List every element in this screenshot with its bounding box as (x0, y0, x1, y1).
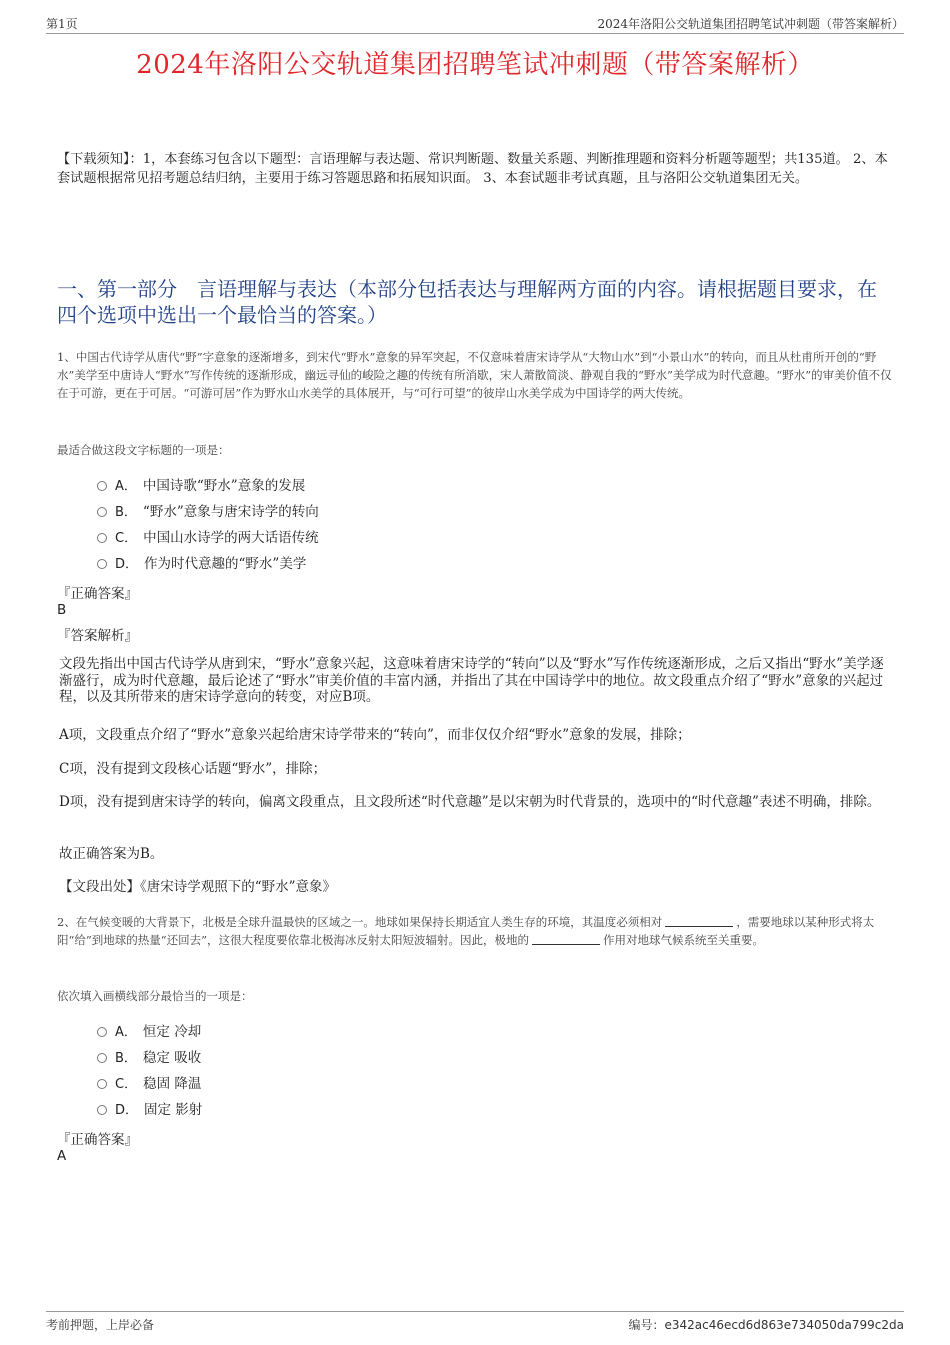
question-2-text: 2、在气候变暖的大背景下，北极是全球升温最快的区域之一。地球如果保持长期适宜人类生存的环境，其温度必须相对 ，需要地球以某种形式将太阳“给”到地球的热量“还回去”，这很大程度要依靠北极海冰反射太阳短波辐射。因此，极地的 作用对地球气候系统至关重要。 (57, 915, 875, 947)
q1-source: 【文段出处】《唐宋诗学观照下的“野水”意象》 (59, 879, 337, 895)
page-header (46, 13, 904, 34)
footer-code: 编号：e342ac46ecd6d863e734050da799c2da (628, 1318, 904, 1332)
radio-icon[interactable] (97, 1053, 107, 1063)
fill-blank-2 (532, 932, 600, 945)
radio-icon[interactable] (97, 1027, 107, 1037)
page-number: 第1页 (46, 17, 78, 31)
q2-option-c[interactable]: C． 稳固 降温 (97, 1074, 201, 1094)
q1-option-c[interactable]: C． 中国山水诗学的两大话语传统 (97, 528, 319, 548)
q1-analysis-label: 『答案解析』 (57, 628, 138, 644)
q1-answer-label: 『正确答案』 (57, 586, 138, 602)
q1-answer: B (57, 602, 67, 618)
question-1-text: 1、中国古代诗学从唐代“野”字意象的逐渐增多，到宋代“野水”意象的异军突起，不仅意味着唐宋诗学从“大物山水”到“小景山水”的转向，而且从杜甫所开创的“野水”美学至中唐诗人“野水”写作传统的逐渐形成，幽远寻仙的峻险之趣的传统有所消歇，宋人萧散简淡、静观自我的“野水”美学成为时代意趣。“野水”的审美价值不仅在于可游，更在于可居。“可游可居”作为野水山水美学的具体展开，与“可行可望”的彼岸山水美学成为中国诗学的两大传统。 (57, 350, 892, 400)
radio-icon[interactable] (97, 533, 107, 543)
q1-analysis-paragraph: 文段先指出中国古代诗学从唐到宋，“野水”意象兴起，这意味着唐宋诗学的“转向”以及“野水”写作传统逐渐形成，之后又指出“野水”美学逐渐盛行，成为时代意趣，最后论述了“野水”审美价值的丰富内涵，并指出了其在中国诗学中的地位。故文段重点介绍了“野水”意象的兴起过程，以及其所带来的唐宋诗学意向的转变，对应B项。 (59, 656, 884, 705)
q1-option-a[interactable]: A． 中国诗歌“野水”意象的发展 (97, 476, 305, 496)
q2-answer: A (57, 1148, 67, 1164)
page-footer (46, 1311, 904, 1332)
footer-slogan: 考前押题，上岸必备 (46, 1318, 155, 1332)
radio-icon[interactable] (97, 559, 107, 569)
radio-icon[interactable] (97, 481, 107, 491)
question-1-prompt: 最适合做这段文字标题的一项是： (57, 443, 230, 457)
radio-icon[interactable] (97, 1105, 107, 1115)
radio-icon[interactable] (97, 507, 107, 517)
q1-analysis-conclusion: 故正确答案为B。 (59, 846, 164, 862)
question-2-prompt: 依次填入画横线部分最恰当的一项是： (57, 989, 253, 1003)
section-title: 一、第一部分 言语理解与表达（本部分包括表达与理解两方面的内容。请根据题目要求，在四个选项中选出一个最恰当的答案。） (57, 277, 877, 327)
q2-option-a[interactable]: A． 恒定 冷却 (97, 1022, 201, 1042)
q1-analysis-a: A项，文段重点介绍了“野水”意象兴起给唐宋诗学带来的“转向”，而非仅仅介绍“野水”意象的发展，排除； (59, 727, 691, 743)
radio-icon[interactable] (97, 1079, 107, 1089)
fill-blank-1 (665, 914, 733, 927)
document-title: 2024年洛阳公交轨道集团招聘笔试冲刺题（带答案解析） (136, 50, 814, 80)
download-notice: 【下载须知】：1，本套练习包含以下题型：言语理解与表达题、常识判断题、数量关系题、判断推理题和资料分析题等题型；共135道。 2、本套试题根据常见招考题总结归纳，主要用于练习答题思路和拓展知识面。 3、本套试题非考试真题，且与洛阳公交轨道集团无关。 (57, 152, 888, 186)
q1-option-d[interactable]: D． 作为时代意趣的“野水”美学 (97, 554, 306, 574)
q1-analysis-d: D项，没有提到唐宋诗学的转向，偏离文段重点，且文段所述“时代意趣”是以宋朝为时代背景的，选项中的“时代意趣”表述不明确，排除。 (59, 794, 881, 810)
header-doc-title: 2024年洛阳公交轨道集团招聘笔试冲刺题（带答案解析） (597, 17, 904, 31)
q2-option-d[interactable]: D． 固定 影射 (97, 1100, 202, 1120)
q2-option-b[interactable]: B． 稳定 吸收 (97, 1048, 201, 1068)
q2-answer-label: 『正确答案』 (57, 1132, 138, 1148)
q1-analysis-c: C项，没有提到文段核心话题“野水”，排除； (59, 761, 327, 777)
q1-option-b[interactable]: B． “野水”意象与唐宋诗学的转向 (97, 502, 319, 522)
